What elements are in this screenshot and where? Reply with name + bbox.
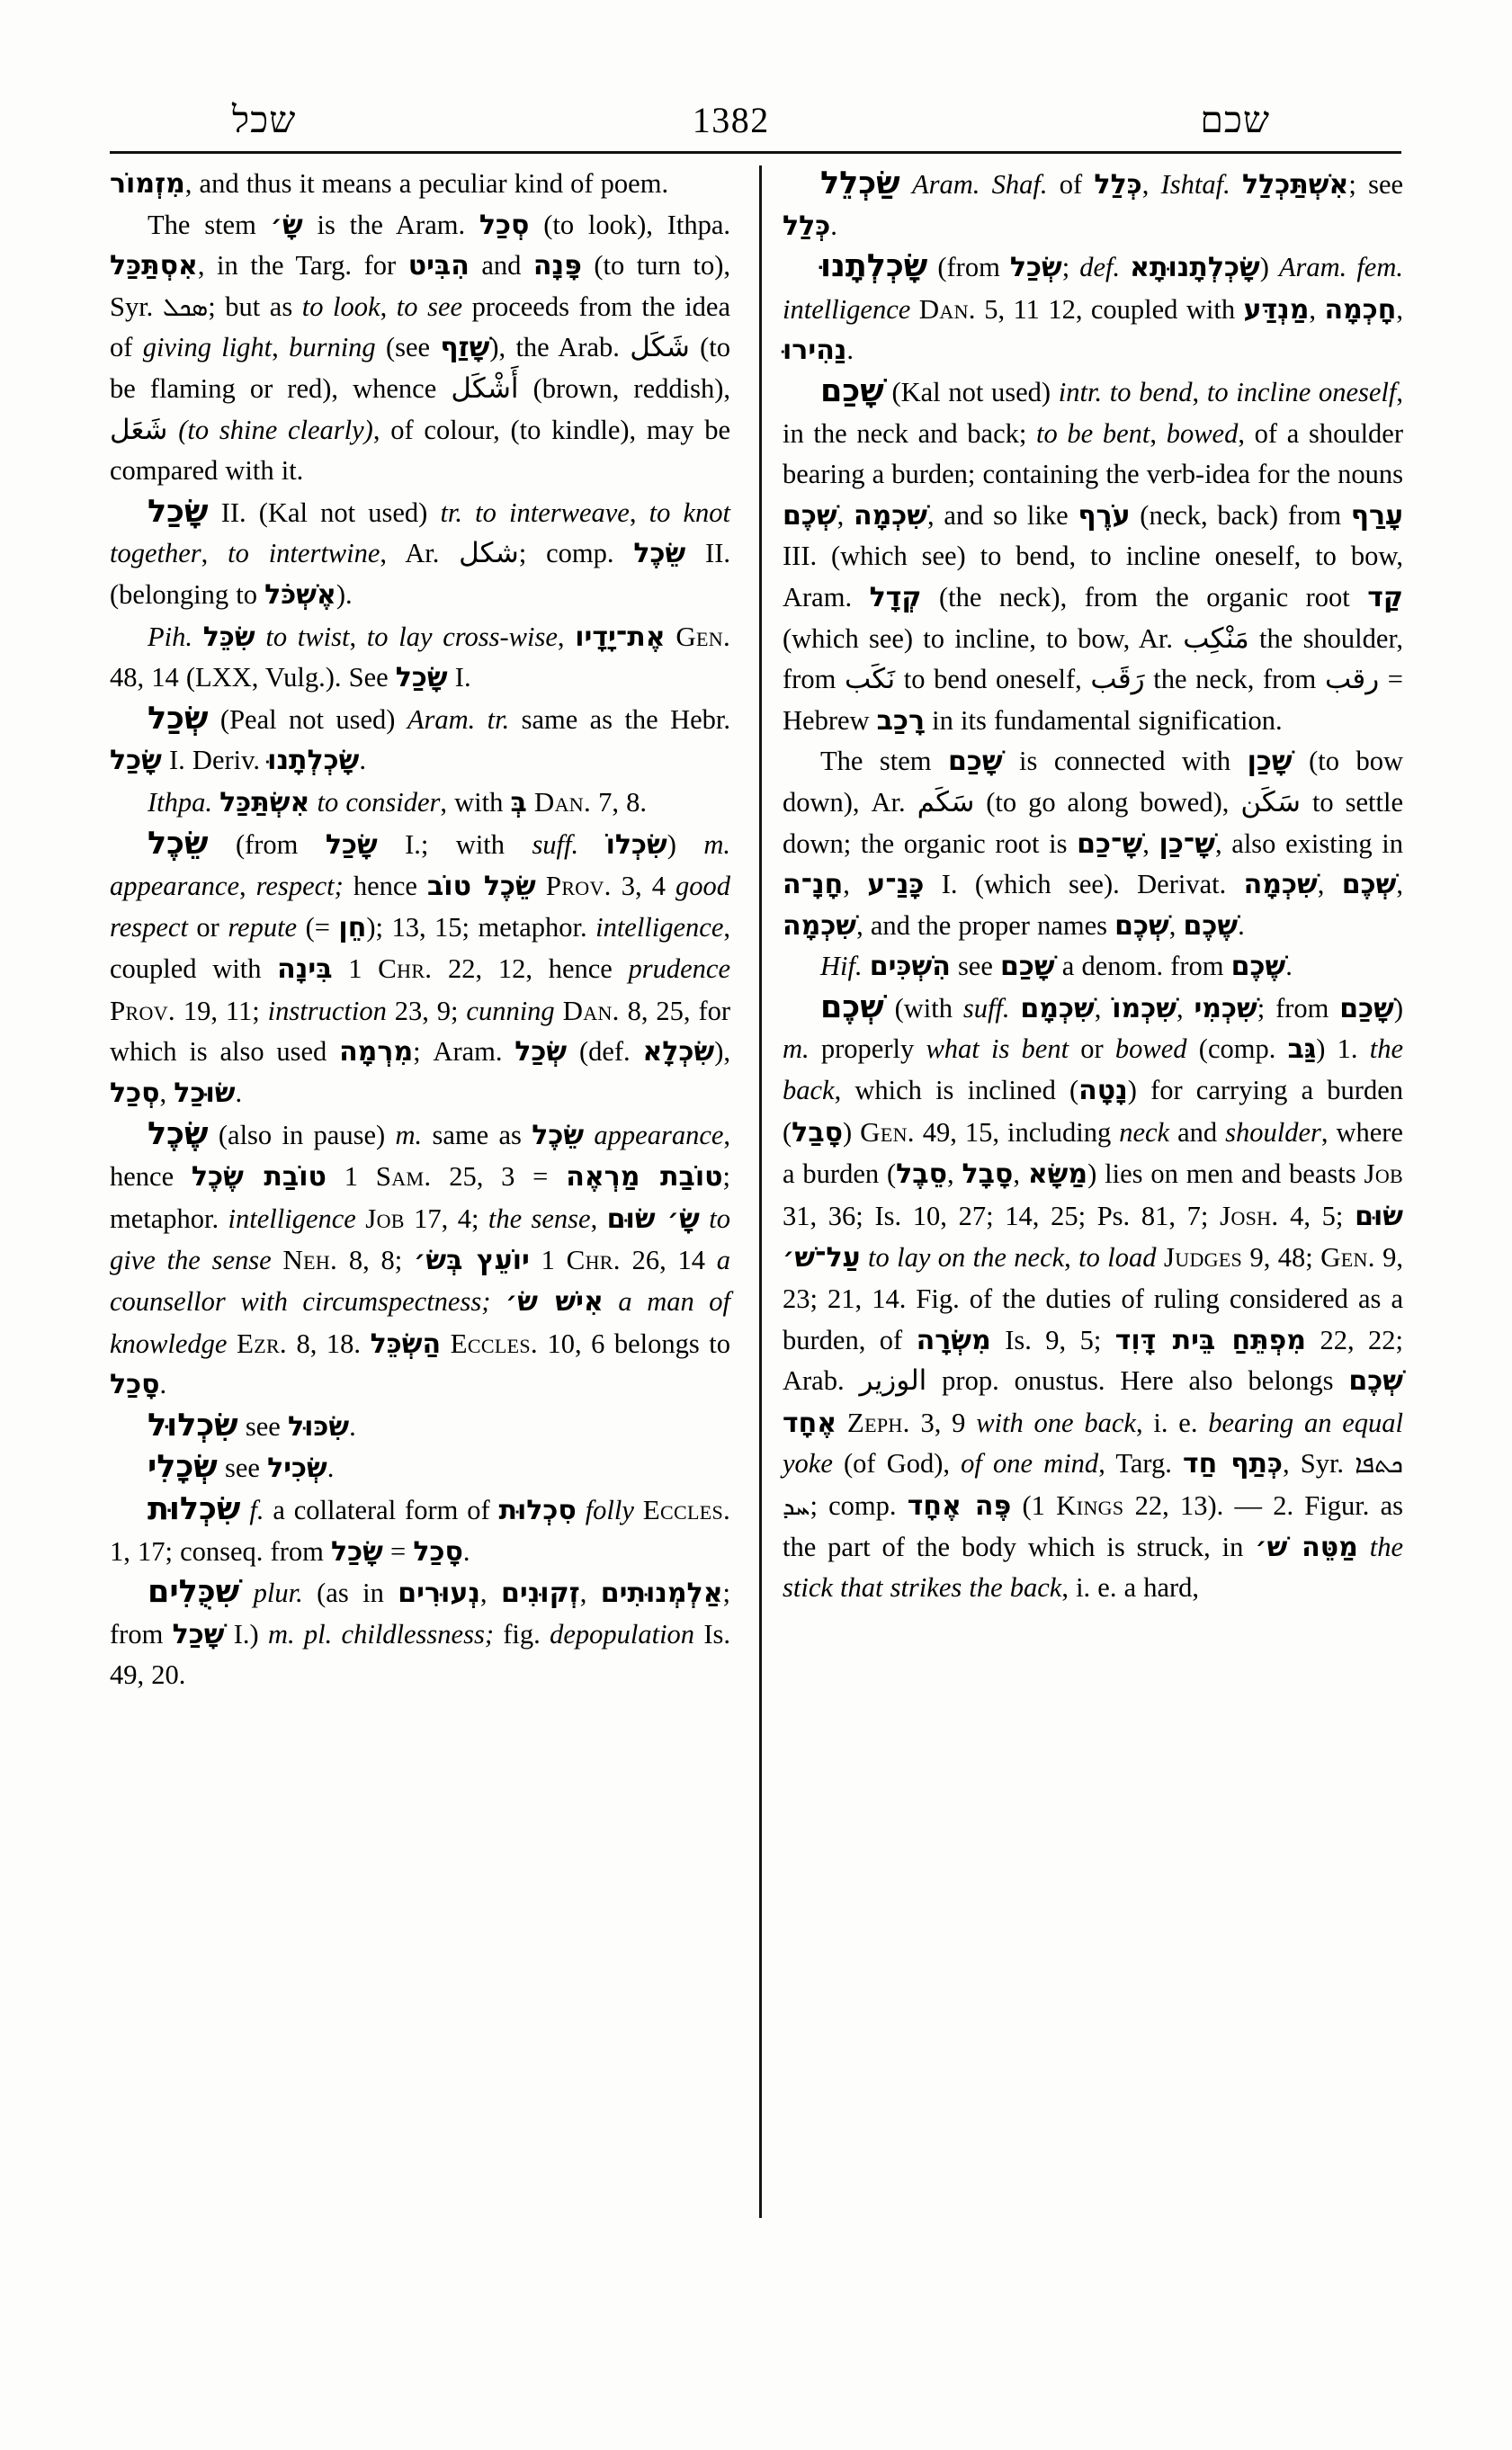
arabic-word: رَقَب [1090,663,1145,696]
hebrew-word: שָׁכַם [1339,992,1394,1024]
hebrew-word: כָּנַ־ע [867,869,925,901]
hebrew-word: שְׂכִיל [267,1453,327,1485]
hebrew-word: מִרְמָה [339,1036,414,1069]
hebrew-word: שָׁכַם [947,746,1003,778]
hebrew-word: אִשְׁתַּכְלַל [1241,169,1349,201]
hebrew-word: גַּב [1287,1033,1317,1066]
hebrew-word: כְּלַל [1094,169,1142,201]
hebrew-word: שִׂכּוּל [287,1410,350,1443]
paragraph: Pih. שִׂכֵּל to twist, to lay cross-wise, אֶת־יָדָיו Gen. 48, 14 (LXX, Vulg.). See שָׂכַל I. [110,620,731,694]
hebrew-word: שִׁכְמָה [853,499,928,532]
entry-lemma: שַׂכְלֵל [820,165,900,201]
column-divider [759,165,762,2218]
entry-lemma: שִׁכֻּלִים [148,1574,240,1611]
hebrew-word: אַלְמְנוּתִים [600,1578,723,1610]
hebrew-word: סְכַל [479,209,530,241]
hebrew-word: שָׂ׳ [270,209,303,241]
arabic-word: مَنْكِب [1183,621,1249,655]
entry-paragraph: שִׂכְלוּת f. a collateral form of סִכְלוּת folly Eccles. 1, 17; conseq. from שָׂכַל = סָכַל. [110,1491,731,1568]
hebrew-word: שָׂכַל [330,1535,383,1568]
hebrew-word: קְדָל [869,581,922,613]
entry-lemma: שְׂכַל [148,700,209,737]
hebrew-word: טוֹבַת מַרְאֶה [566,1161,723,1194]
hebrew-word: שָׁ־כַן [1159,827,1216,860]
hebrew-word: שָׁזַף [440,332,490,364]
page-number: 1382 [692,100,770,140]
hebrew-word: סֵבֶל [896,1158,947,1191]
hebrew-word: נַהִירוּ [783,335,847,367]
hebrew-word: פָּנָה [532,250,582,282]
paragraph: The stem שָׁכַם is connected with שָׁכַן (to bow down), Ar. سَكَم (to go along bowed), سَكَن to settle down; the organic root is שָׁ־כַם, שָׁ־כַן, also existing in חָנָ־ה, כָּנַ־ע I. (which see). Derivat. שִׁכְמָה, שְׁכֶם, שִׁכְמָה, and the proper names שְׁכֶם, שֶׁכֶם. [783,746,1404,942]
hebrew-word: רָכַב [876,704,926,737]
hebrew-word: אֶת־יָדָיו [575,621,666,653]
arabic-word: سَكَن [1240,785,1302,818]
arabic-word: رقب [1324,663,1380,696]
hebrew-word: זְקוּנִים [500,1578,580,1610]
hebrew-word: שׂוּם עַל־שׁ׳ [783,1200,1403,1274]
hebrew-word: שְׁכֶם [1114,909,1169,942]
hebrew-word: מַטֵּה שׁ׳ [1255,1531,1358,1563]
entry-paragraph: שֵׂכֶל (from שָׂכַל I.; with suff. שִׂכְלוֹ) m. appearance, respect; hence שֵׂכֶל טוֹב Prov. 3, 4 good respect or repute (= חֵן); 13, 15; metaphor. intelligence, coupled with בִּינָה 1 Chr. 22, 12, hence prudence Prov. 19, 11; instruction 23, 9; cunning Dan. 8, 25, for which is also used מִרְמָה; Aram. שְׂכַל (def. שִׂכְלָא), סְכַל, שׂוּכַל. [110,825,731,1110]
arabic-word: أَشْكَل [451,371,519,405]
hebrew-word: בִּינָה [277,953,333,986]
entry-lemma: שָׂכְלְתָנוּ [820,248,928,285]
entry-paragraph: שַׂכְלֵל Aram. Shaf. of כְּלַל, Ishtaf. אִשְׁתַּכְלַל; see כְּלַל. [783,165,1404,242]
entry-paragraph: שְׂכַל (Peal not used) Aram. tr. same as the Hebr. שָׂכַל I. Deriv. שָׂכְלְתָנוּ. [110,700,731,777]
entry-paragraph: שִׂכְלוּל see שִׂכּוּל. [148,1407,356,1444]
hebrew-word: שֶׁכֶם [1183,909,1239,942]
hebrew-word: שָׂכְלְתָנוּתָא [1130,252,1260,284]
hebrew-word: שֵׂכֶל [532,1119,585,1151]
paragraph: The stem שָׂ׳ is the Aram. סְכַל (to look), Ithpa. אִסְתַּכַּל, in the Targ. for הִבִּיט and פָּנָה (to turn to), Syr. ܣܟܠ; but as to look, to see proceeds from the idea of giving light, burning (see שָׁזַף), the Arab. شَكَل (to be flaming or red), whence أَشْكَل (brown, reddish), شَعَل (to shine clearly), of colour, (to kindle), may be compared with it. [110,209,731,487]
hebrew-word: שִׂכְלוֹ [605,828,667,861]
entry-paragraph: שָׂכַל II. (Kal not used) tr. to interweave, to knot together, to intertwine, Ar. شكل; comp. שֵׂכֶל II. (belonging to אֶשְׁכֹּל). [110,493,731,611]
hebrew-word: שָׁכַם [1000,951,1055,983]
hebrew-word: אִסְתַּכַּל [110,250,198,282]
entry-paragraph: שָׁכַם (Kal not used) intr. to bend, to incline oneself, in the neck and back; to be bent, bowed, of a shoulder bearing a burden; containing the verb-idea for the nouns שְׁכֶם, שִׁכְמָה, and so like עֹרֶף (neck, back) from עָרַף III. (which see) to bend, to incline oneself, to bow, Aram. קְדָל (the neck), from the organic root קַד (which see) to incline, to bow, Ar. مَنْكِب the shoulder, from نَكَب to bend oneself, رَقَب the neck, from رقب = Hebrew רָכַב in its fundamental signification. [783,372,1404,737]
hebrew-word: שִׂכְלָא [642,1036,715,1069]
running-head [108,79,1403,139]
entry-lemma: שִׂכְלוּת [148,1491,241,1527]
entry-lemma: שֶׂכֶל [148,1115,209,1152]
hebrew-word: חֵן [338,911,367,943]
hebrew-word: מִפְתֵּחַ בֵּית דָּוִד [1114,1324,1307,1356]
hebrew-word: שֵׂכֶל [633,538,686,570]
hebrew-word: סָכַל [110,1369,160,1401]
entry-paragraph: שָׂכְלְתָנוּ (from שְׂכַל; def. שָׂכְלְתָנוּתָא) Aram. fem. intelligence Dan. 5, 11 12, coupled with מַנְדַּע, חָכְמָה, נַהִירוּ. [783,248,1404,367]
hebrew-word: שָׁכַן [1247,746,1293,778]
hebrew-word: שִׁכְמִי [1194,992,1257,1024]
hebrew-word: אִשְׂתַּכַּל [219,786,310,818]
hebrew-word: סָבָל [962,1158,1014,1191]
running-head-left-headword: שכל [232,99,297,140]
paragraph: Hif. הִשְׁכִּים see שָׁכַם a denom. from שֶׁכֶם. [820,951,1293,983]
left-column [110,164,730,1696]
hebrew-word: סָכַל [413,1535,463,1568]
hebrew-word: שְׁכֶם [1341,869,1397,901]
hebrew-word: חָנָ־ה [783,869,844,901]
hebrew-word: כְּלַל [783,210,831,242]
paragraph: מִזְמוֹר, and thus it means a peculiar kind of poem. [110,168,669,200]
hebrew-word: קַד [1367,581,1403,613]
hebrew-word: שֵׂכֶל טוֹב [427,871,536,903]
hebrew-word: שְׁכֶם אֶחָד [783,1365,1403,1439]
entry-paragraph: שֶׂכֶל (also in pause) m. same as שֵׂכֶל appearance, hence טוֹבַת שֶׂכֶל 1 Sam. 25, 3 = טוֹבַת מַרְאֶה; metaphor. intelligence Job 17, 4; the sense, שָׂ׳ שׂוּם to give the sense Neh. 8, 8; יוֹעֵץ בְּשׂ׳ 1 Chr. 26, 14 a counsellor with circumspectness; אִישׁ שׂ׳ a man of knowledge Ezr. 8, 18. הַשְׂכֵּל Eccles. 10, 6 belongs to סָכַל. [110,1115,731,1401]
running-head-right-headword: שכם [1200,99,1270,140]
entry-paragraph: שְׂכָלִי see שְׂכִיל. [148,1449,335,1486]
hebrew-word: מִשְׂרָה [916,1324,991,1356]
hebrew-word: סְכַל [110,1077,160,1110]
hebrew-word: שָׂכַל [325,828,378,861]
arabic-word: الوزير [859,1364,927,1398]
hebrew-word: שָׁכַל [172,1618,225,1650]
hebrew-word: שְׂכַל [1009,252,1062,284]
hebrew-word: שִׁכְמוֹ [1112,992,1176,1024]
column-container [110,164,1403,2232]
arabic-word: شكل [459,537,519,570]
hebrew-word: סִכְלוּת [498,1495,577,1526]
hebrew-word: הִבִּיט [407,250,470,282]
hebrew-word: שְׂכַל [514,1036,568,1069]
hebrew-word: שָׂ׳ שׂוּם [606,1203,700,1235]
paragraph: Ithpa. אִשְׂתַּכַּל to consider, with בְּ Dan. 7, 8. [148,785,648,818]
hebrew-word: בְּ [510,786,527,818]
hebrew-word: יוֹעֵץ בְּשׂ׳ [414,1245,530,1277]
hebrew-word: כְּתַף חַד [1183,1448,1283,1480]
hebrew-word: אִישׁ שׂ׳ [505,1286,604,1319]
arabic-word: شَعَل [110,413,168,446]
entry-paragraph: שְׁכֶם (with suff. שִׁכְמָם, שִׁכְמוֹ, שִׁכְמִי; from שָׁכַם) m. properly what is bent or bowed (comp. גַּב) 1. the back, which is inclined (נָטָה) for carrying a burden (סָבַל) Gen. 49, 15, including neck and shoulder, where a burden (סֵבֶל, סָבָל, מַשָּׂא) lies on men and beasts Job 31, 36; Is. 10, 27; 14, 25; Ps. 81, 7; Josh. 4, 5; שׂוּם עַל־שׁ׳ to lay on the neck, to load Judges 9, 48; Gen. 9, 23; 21, 14. Fig. of the duties of ruling considered as a burden, of מִשְׂרָה Is. 9, 5; מִפְתֵּחַ בֵּית דָּוִד 22, 22; Arab. الوزير prop. onustus. Here also belongs שְׁכֶם אֶחָד Zeph. 3, 9 with one back, i. e. bearing an equal yoke (of God), of one mind, Targ. כְּתַף חַד, Syr. ܟܬܦܐ ܚܕ; comp. פֶּה אֶחָד (1 Kings 22, 13). — 2. Figur. as the part of the body which is struck, in מַטֵּה שׁ׳ the stick that strikes the back, i. e. a hard, [783,988,1404,1604]
hebrew-word: שִׁכְמָם [1020,992,1095,1024]
hebrew-word: מַנְדַּע [1243,293,1310,326]
hebrew-word: פֶּה אֶחָד [907,1490,1012,1522]
hebrew-word: עֹרֶף [1078,499,1131,532]
hebrew-word: עָרַף [1350,499,1403,532]
entry-lemma: שֵׂכֶל [148,825,209,862]
hebrew-word: מִזְמוֹר [110,168,185,200]
hebrew-word: טוֹבַת שֶׂכֶל [191,1161,327,1194]
syriac-word: ܟܬܦܐ ܚܕ [783,1449,1404,1521]
hebrew-word: שָׂכַל [395,662,448,694]
hebrew-word: נָטָה [1078,1075,1128,1107]
hebrew-word: מַשָּׂא [1027,1158,1088,1191]
arabic-word: نَكَب [844,663,896,696]
entry-paragraph: שִׁכֻּלִים plur. (as in נְעוּרִים, זְקוּנִים, אַלְמְנוּתִים; from שָׁכַל I.) m. pl. childlessness; fig. depopulation Is. 49, 20. [110,1574,731,1691]
header-rule [110,151,1401,154]
hebrew-word: שָׁ־כַם [1077,827,1143,860]
hebrew-word: שׂוּכַל [174,1077,236,1110]
hebrew-word: שֶׁכֶם [1230,951,1286,983]
hebrew-word: שָׂכַל [110,745,162,777]
hebrew-word: שָׂכְלְתָנוּ [267,745,360,777]
right-column [783,164,1403,1609]
arabic-word: سَكَم [917,785,975,818]
hebrew-word: אֶשְׁכֹּל [264,578,336,611]
hebrew-word: שְׁכֶם [783,499,837,532]
hebrew-word: שִׁכְמָה [783,909,857,942]
entry-lemma: שִׂכְלוּל [148,1407,238,1444]
syriac-word: ܣܟܠ [162,291,209,322]
arabic-word: شَكَل [630,331,690,364]
hebrew-word: סָבַל [792,1116,844,1149]
entry-lemma: שָׂכַל [148,493,209,530]
entry-lemma: שָׁכַם [820,372,884,409]
hebrew-word: הִשְׁכִּים [869,951,951,983]
entry-lemma: שְׂכָלִי [148,1449,218,1486]
hebrew-word: שִׁכְמָה [1243,869,1318,901]
entry-lemma: שְׁכֶם [820,988,884,1025]
hebrew-word: נְעוּרִים [398,1578,480,1610]
hebrew-word: הַשְׂכֵּל [370,1328,442,1360]
hebrew-word: חָכְמָה [1324,293,1397,326]
hebrew-word: שִׂכֵּל [202,621,255,653]
